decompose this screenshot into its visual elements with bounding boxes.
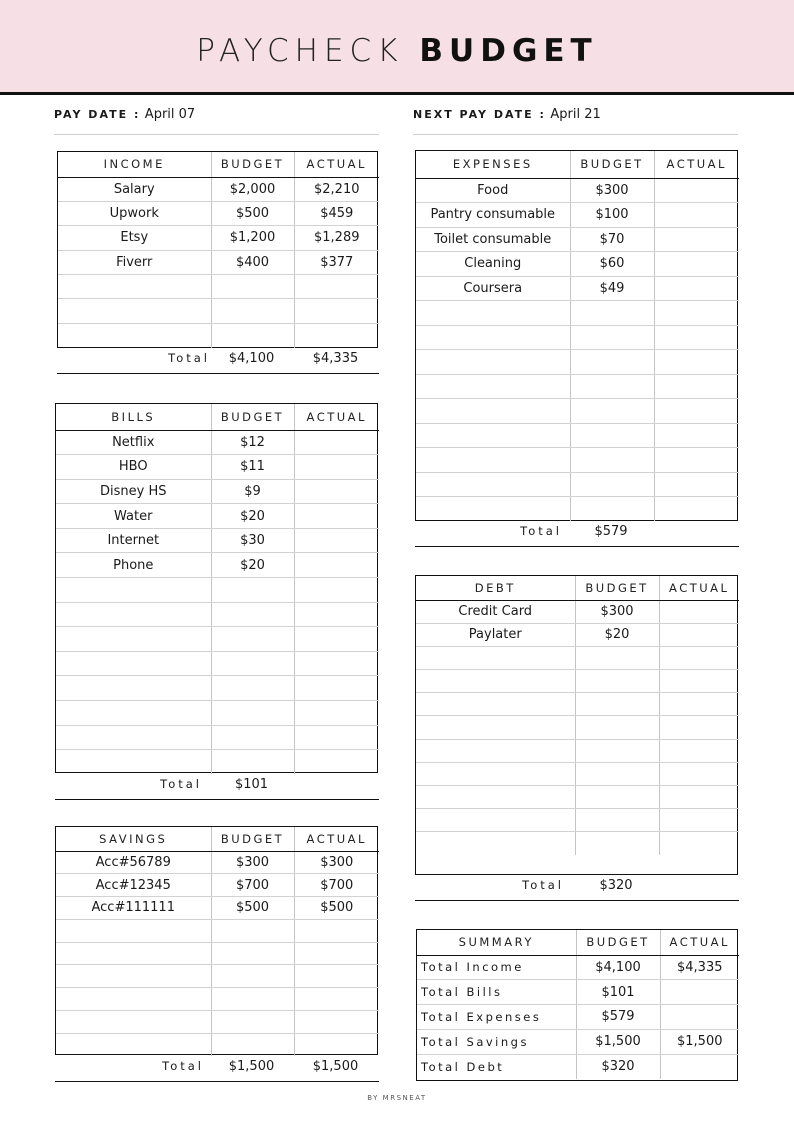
debt-item-cell[interactable]: Paylater (416, 623, 575, 646)
table-row (56, 874, 379, 897)
table-row (56, 528, 379, 553)
bills-budget-cell[interactable]: $9 (211, 479, 294, 504)
summary-actual-cell[interactable] (660, 1005, 739, 1030)
bills-item-cell[interactable]: HBO (56, 455, 211, 480)
table-row (416, 374, 739, 399)
table-row (416, 600, 739, 623)
bills-actual-cell[interactable] (294, 676, 379, 701)
bills-item-cell[interactable] (56, 676, 211, 701)
expenses-header-actual: ACTUAL (654, 151, 739, 178)
income-header-actual: ACTUAL (294, 152, 379, 177)
income-budget-cell[interactable] (211, 299, 294, 323)
savings-header-row (56, 827, 379, 851)
expenses-actual-cell[interactable] (654, 276, 739, 301)
table-row (416, 623, 739, 646)
table-row (416, 472, 739, 497)
income-header-income: INCOME (58, 152, 211, 177)
bills-total-budget: $101 (234, 777, 269, 792)
expenses-actual-cell[interactable] (654, 374, 739, 399)
expenses-budget-cell[interactable] (570, 325, 654, 350)
table-row (417, 1029, 739, 1054)
expenses-item-cell[interactable]: Pantry consumable (416, 203, 570, 228)
expenses-budget-cell[interactable] (570, 350, 654, 375)
bills-header-bills: BILLS (56, 404, 211, 430)
savings-item-cell[interactable]: Acc#56789 (56, 851, 211, 874)
table-row (416, 693, 739, 716)
savings-item-cell[interactable] (56, 988, 211, 1011)
table-row (416, 739, 739, 762)
bills-budget-cell[interactable] (211, 602, 294, 627)
debt-actual-cell[interactable] (659, 670, 739, 693)
income-item-cell[interactable]: Etsy (58, 226, 211, 250)
page-title (0, 31, 794, 71)
table-row (416, 497, 739, 522)
table-row (416, 423, 739, 448)
savings-item-cell[interactable]: Acc#111111 (56, 897, 211, 920)
savings-budget-cell[interactable] (211, 1011, 294, 1034)
expenses-item-cell[interactable] (416, 301, 570, 326)
income-total-actual: $4,335 (312, 351, 359, 366)
expenses-item-cell[interactable] (416, 472, 570, 497)
expenses-budget-cell[interactable] (570, 399, 654, 424)
savings-budget-cell[interactable] (211, 919, 294, 942)
expenses-item-cell[interactable] (416, 448, 570, 473)
bills-item-cell[interactable] (56, 602, 211, 627)
summary-budget-cell[interactable]: $320 (576, 1054, 660, 1079)
expenses-item-cell[interactable]: Coursera (416, 276, 570, 301)
debt-header-debt: DEBT (416, 576, 575, 600)
income-budget-cell[interactable]: $1,200 (211, 226, 294, 250)
savings-actual-cell[interactable]: $700 (294, 874, 379, 897)
bills-budget-cell[interactable]: $20 (211, 553, 294, 578)
debt-item-cell[interactable] (416, 762, 575, 785)
bills-actual-cell[interactable] (294, 528, 379, 553)
savings-item-cell[interactable] (56, 919, 211, 942)
savings-item-cell[interactable]: Acc#12345 (56, 874, 211, 897)
bills-actual-cell[interactable] (294, 430, 379, 455)
expenses-budget-cell[interactable] (570, 448, 654, 473)
table-row (417, 1005, 739, 1030)
summary-actual-cell[interactable]: $4,335 (660, 955, 739, 980)
summary-item-cell[interactable]: Total Savings (417, 1029, 576, 1054)
savings-actual-cell[interactable] (294, 942, 379, 965)
table-row (58, 299, 379, 323)
debt-total-row (415, 874, 739, 901)
table-row (56, 553, 379, 578)
debt-item-cell[interactable] (416, 670, 575, 693)
savings-total-label: Total (162, 1059, 204, 1073)
summary-actual-cell[interactable]: $1,500 (660, 1029, 739, 1054)
table-row (416, 786, 739, 809)
expenses-actual-cell[interactable] (654, 350, 739, 375)
expenses-actual-cell[interactable] (654, 252, 739, 277)
expenses-actual-cell[interactable] (654, 448, 739, 473)
expenses-item-cell[interactable] (416, 350, 570, 375)
bills-item-cell[interactable]: Netflix (56, 430, 211, 455)
bills-item-cell[interactable] (56, 651, 211, 676)
bills-actual-cell[interactable] (294, 651, 379, 676)
debt-budget-cell[interactable] (575, 809, 659, 832)
bills-budget-cell[interactable] (211, 627, 294, 652)
income-item-cell[interactable]: Fiverr (58, 250, 211, 274)
debt-item-cell[interactable] (416, 786, 575, 809)
table-row (56, 965, 379, 988)
expenses-item-cell[interactable]: Food (416, 178, 570, 203)
expenses-item-cell[interactable] (416, 399, 570, 424)
expenses-actual-cell[interactable] (654, 423, 739, 448)
savings-total-row (55, 1055, 379, 1082)
page-header (0, 0, 794, 95)
bills-item-cell[interactable] (56, 578, 211, 603)
savings-actual-cell[interactable] (294, 919, 379, 942)
bills-budget-cell[interactable]: $20 (211, 504, 294, 529)
expenses-actual-cell[interactable] (654, 203, 739, 228)
debt-actual-cell[interactable] (659, 646, 739, 669)
table-row (58, 201, 379, 225)
expenses-budget-cell[interactable]: $70 (570, 227, 654, 252)
table-row (416, 178, 739, 203)
debt-actual-cell[interactable] (659, 786, 739, 809)
income-actual-cell[interactable]: $2,210 (294, 177, 379, 201)
expenses-total-budget: $579 (594, 524, 628, 539)
title-bold: BUDGET (419, 33, 598, 69)
income-item-cell[interactable]: Salary (58, 177, 211, 201)
expenses-actual-cell[interactable] (654, 497, 739, 522)
savings-budget-cell[interactable]: $500 (211, 897, 294, 920)
savings-header-actual: ACTUAL (294, 827, 379, 851)
table-row (56, 1011, 379, 1034)
bills-item-cell[interactable]: Water (56, 504, 211, 529)
debt-item-cell[interactable] (416, 646, 575, 669)
bills-header-actual: ACTUAL (294, 404, 379, 430)
expenses-item-cell[interactable]: Cleaning (416, 252, 570, 277)
debt-actual-cell[interactable] (659, 832, 739, 855)
expenses-actual-cell[interactable] (654, 301, 739, 326)
bills-item-cell[interactable]: Disney HS (56, 479, 211, 504)
debt-budget-cell[interactable] (575, 832, 659, 855)
debt-actual-cell[interactable] (659, 762, 739, 785)
expenses-budget-cell[interactable] (570, 301, 654, 326)
bills-total-row (55, 773, 379, 800)
debt-actual-cell[interactable] (659, 716, 739, 739)
debt-item-cell[interactable] (416, 693, 575, 716)
debt-item-cell[interactable] (416, 739, 575, 762)
debt-actual-cell[interactable] (659, 809, 739, 832)
table-row (416, 301, 739, 326)
summary-actual-cell[interactable] (660, 980, 739, 1005)
savings-budget-cell[interactable]: $300 (211, 851, 294, 874)
income-item-cell[interactable]: Upwork (58, 201, 211, 225)
savings-budget-cell[interactable]: $700 (211, 874, 294, 897)
table-row (416, 276, 739, 301)
expenses-item-cell[interactable] (416, 423, 570, 448)
expenses-actual-cell[interactable] (654, 472, 739, 497)
debt-budget-cell[interactable]: $20 (575, 623, 659, 646)
next-pay-date-label: NEXT PAY DATE : (413, 108, 546, 121)
expenses-total-row (415, 520, 739, 547)
debt-budget-cell[interactable] (575, 716, 659, 739)
table-row (416, 646, 739, 669)
table-row (56, 479, 379, 504)
bills-item-cell[interactable]: Phone (56, 553, 211, 578)
income-actual-cell[interactable]: $1,289 (294, 226, 379, 250)
table-row (58, 250, 379, 274)
table-row (416, 350, 739, 375)
income-actual-cell[interactable] (294, 299, 379, 323)
expenses-budget-cell[interactable] (570, 472, 654, 497)
bills-actual-cell[interactable] (294, 578, 379, 603)
savings-item-cell[interactable] (56, 965, 211, 988)
savings-actual-cell[interactable]: $300 (294, 851, 379, 874)
savings-actual-cell[interactable] (294, 988, 379, 1011)
table-row (56, 627, 379, 652)
income-budget-cell[interactable]: $2,000 (211, 177, 294, 201)
bills-actual-cell[interactable] (294, 602, 379, 627)
summary-budget-cell[interactable]: $101 (576, 980, 660, 1005)
bills-actual-cell[interactable] (294, 553, 379, 578)
table-row (417, 1054, 739, 1079)
debt-total-budget: $320 (599, 878, 633, 893)
debt-budget-cell[interactable]: $300 (575, 600, 659, 623)
income-budget-cell[interactable] (211, 275, 294, 299)
pay-date-value: April 07 (144, 107, 196, 122)
income-item-cell[interactable] (58, 323, 211, 347)
bills-item-cell[interactable]: Internet (56, 528, 211, 553)
savings-header-budget: BUDGET (211, 827, 294, 851)
summary-budget-cell[interactable]: $4,100 (576, 955, 660, 980)
bills-budget-cell[interactable] (211, 725, 294, 750)
table-row (416, 762, 739, 785)
summary-header-summary: SUMMARY (417, 930, 576, 955)
savings-item-cell[interactable] (56, 1033, 211, 1056)
bills-actual-cell[interactable] (294, 479, 379, 504)
debt-total-label: Total (522, 878, 564, 892)
table-row (56, 701, 379, 726)
table-row (56, 676, 379, 701)
bills-actual-cell[interactable] (294, 455, 379, 480)
expenses-total-label: Total (520, 524, 562, 538)
savings-budget-cell[interactable] (211, 1033, 294, 1056)
summary-actual-cell[interactable] (660, 1054, 739, 1079)
income-budget-cell[interactable] (211, 323, 294, 347)
income-actual-cell[interactable]: $459 (294, 201, 379, 225)
debt-budget-cell[interactable] (575, 739, 659, 762)
bills-budget-cell[interactable] (211, 578, 294, 603)
bills-item-cell[interactable] (56, 725, 211, 750)
debt-header-row (416, 576, 739, 600)
pay-date-field[interactable] (54, 106, 379, 135)
debt-item-cell[interactable] (416, 716, 575, 739)
summary-item-cell[interactable]: Total Income (417, 955, 576, 980)
debt-budget-cell[interactable] (575, 646, 659, 669)
summary-budget-cell[interactable]: $1,500 (576, 1029, 660, 1054)
table-row (56, 430, 379, 455)
debt-budget-cell[interactable] (575, 786, 659, 809)
summary-item-cell[interactable]: Total Expenses (417, 1005, 576, 1030)
income-item-cell[interactable] (58, 275, 211, 299)
expenses-budget-cell[interactable] (570, 423, 654, 448)
debt-item-cell[interactable] (416, 809, 575, 832)
bills-actual-cell[interactable] (294, 627, 379, 652)
bills-table (55, 403, 378, 773)
income-total-label: Total (168, 351, 210, 365)
expenses-actual-cell[interactable] (654, 399, 739, 424)
savings-budget-cell[interactable] (211, 965, 294, 988)
expenses-header-budget: BUDGET (570, 151, 654, 178)
bills-item-cell[interactable] (56, 701, 211, 726)
savings-item-cell[interactable] (56, 1011, 211, 1034)
bills-actual-cell[interactable] (294, 725, 379, 750)
expenses-table (415, 150, 738, 521)
table-row (416, 832, 739, 855)
table-row (58, 275, 379, 299)
debt-header-actual: ACTUAL (659, 576, 739, 600)
summary-item-cell[interactable]: Total Bills (417, 980, 576, 1005)
savings-header-savings: SAVINGS (56, 827, 211, 851)
savings-actual-cell[interactable] (294, 1011, 379, 1034)
bills-actual-cell[interactable] (294, 701, 379, 726)
expenses-budget-cell[interactable] (570, 497, 654, 522)
bills-actual-cell[interactable] (294, 504, 379, 529)
debt-actual-cell[interactable] (659, 623, 739, 646)
table-row (416, 670, 739, 693)
savings-table (55, 826, 378, 1055)
income-header-budget: BUDGET (211, 152, 294, 177)
table-row (56, 942, 379, 965)
summary-table (416, 929, 738, 1081)
summary-budget-cell[interactable]: $579 (576, 1005, 660, 1030)
summary-header-actual: ACTUAL (660, 930, 739, 955)
bills-item-cell[interactable] (56, 627, 211, 652)
table-row (56, 578, 379, 603)
bills-total-label: Total (160, 777, 202, 791)
table-row (417, 955, 739, 980)
income-budget-cell[interactable]: $400 (211, 250, 294, 274)
debt-budget-cell[interactable] (575, 670, 659, 693)
expenses-budget-cell[interactable]: $60 (570, 252, 654, 277)
expenses-item-cell[interactable] (416, 374, 570, 399)
debt-item-cell[interactable] (416, 832, 575, 855)
footer-credit: BY MRSNEAT (367, 1094, 427, 1102)
expenses-budget-cell[interactable]: $300 (570, 178, 654, 203)
pay-date-label: PAY DATE : (54, 108, 141, 121)
summary-header-row (417, 930, 739, 955)
income-actual-cell[interactable] (294, 275, 379, 299)
table-row (416, 448, 739, 473)
expenses-item-cell[interactable] (416, 497, 570, 522)
table-row (56, 897, 379, 920)
table-row (58, 323, 379, 347)
summary-header-budget: BUDGET (576, 930, 660, 955)
debt-table (415, 575, 738, 875)
table-row (56, 851, 379, 874)
expenses-actual-cell[interactable] (654, 325, 739, 350)
expenses-item-cell[interactable] (416, 325, 570, 350)
savings-actual-cell[interactable] (294, 965, 379, 988)
table-row (56, 1033, 379, 1056)
bills-budget-cell[interactable] (211, 651, 294, 676)
savings-item-cell[interactable] (56, 942, 211, 965)
income-actual-cell[interactable] (294, 323, 379, 347)
table-row (56, 504, 379, 529)
income-item-cell[interactable] (58, 299, 211, 323)
table-row (56, 725, 379, 750)
savings-actual-cell[interactable]: $500 (294, 897, 379, 920)
savings-actual-cell[interactable] (294, 1033, 379, 1056)
income-total-budget: $4,100 (228, 351, 275, 366)
bills-budget-cell[interactable] (211, 676, 294, 701)
debt-actual-cell[interactable] (659, 739, 739, 762)
title-light: PAYCHECK (196, 33, 404, 69)
expenses-budget-cell[interactable] (570, 374, 654, 399)
expenses-actual-cell[interactable] (654, 178, 739, 203)
expenses-header-row (416, 151, 739, 178)
table-row (56, 602, 379, 627)
table-row (416, 716, 739, 739)
expenses-item-cell[interactable]: Toilet consumable (416, 227, 570, 252)
table-row (58, 226, 379, 250)
bills-actual-cell[interactable] (294, 750, 379, 775)
table-row (416, 203, 739, 228)
bills-budget-cell[interactable]: $12 (211, 430, 294, 455)
table-row (58, 177, 379, 201)
expenses-header-expenses: EXPENSES (416, 151, 570, 178)
next-pay-date-field[interactable] (413, 106, 738, 135)
table-row (56, 651, 379, 676)
table-row (56, 919, 379, 942)
table-row (417, 980, 739, 1005)
expenses-budget-cell[interactable]: $49 (570, 276, 654, 301)
bills-budget-cell[interactable]: $30 (211, 528, 294, 553)
next-pay-date-value: April 21 (550, 107, 601, 122)
table-row (56, 455, 379, 480)
savings-budget-cell[interactable] (211, 942, 294, 965)
income-total-row (57, 347, 379, 374)
income-budget-cell[interactable]: $500 (211, 201, 294, 225)
income-actual-cell[interactable]: $377 (294, 250, 379, 274)
expenses-budget-cell[interactable]: $100 (570, 203, 654, 228)
debt-budget-cell[interactable] (575, 693, 659, 716)
table-row (56, 750, 379, 775)
debt-actual-cell[interactable] (659, 600, 739, 623)
expenses-actual-cell[interactable] (654, 227, 739, 252)
table-row (416, 325, 739, 350)
savings-total-actual: $1,500 (312, 1059, 359, 1074)
savings-total-budget: $1,500 (228, 1059, 275, 1074)
debt-budget-cell[interactable] (575, 762, 659, 785)
summary-item-cell[interactable]: Total Debt (417, 1054, 576, 1079)
debt-item-cell[interactable]: Credit Card (416, 600, 575, 623)
bills-budget-cell[interactable] (211, 701, 294, 726)
bills-budget-cell[interactable]: $11 (211, 455, 294, 480)
table-row (416, 252, 739, 277)
debt-header-budget: BUDGET (575, 576, 659, 600)
income-header-row (58, 152, 379, 177)
table-row (416, 399, 739, 424)
savings-budget-cell[interactable] (211, 988, 294, 1011)
bills-header-row (56, 404, 379, 430)
table-row (416, 809, 739, 832)
bills-header-budget: BUDGET (211, 404, 294, 430)
bills-item-cell[interactable] (56, 750, 211, 775)
income-table (57, 151, 378, 348)
table-row (56, 988, 379, 1011)
table-row (416, 227, 739, 252)
bills-budget-cell[interactable] (211, 750, 294, 775)
debt-actual-cell[interactable] (659, 693, 739, 716)
